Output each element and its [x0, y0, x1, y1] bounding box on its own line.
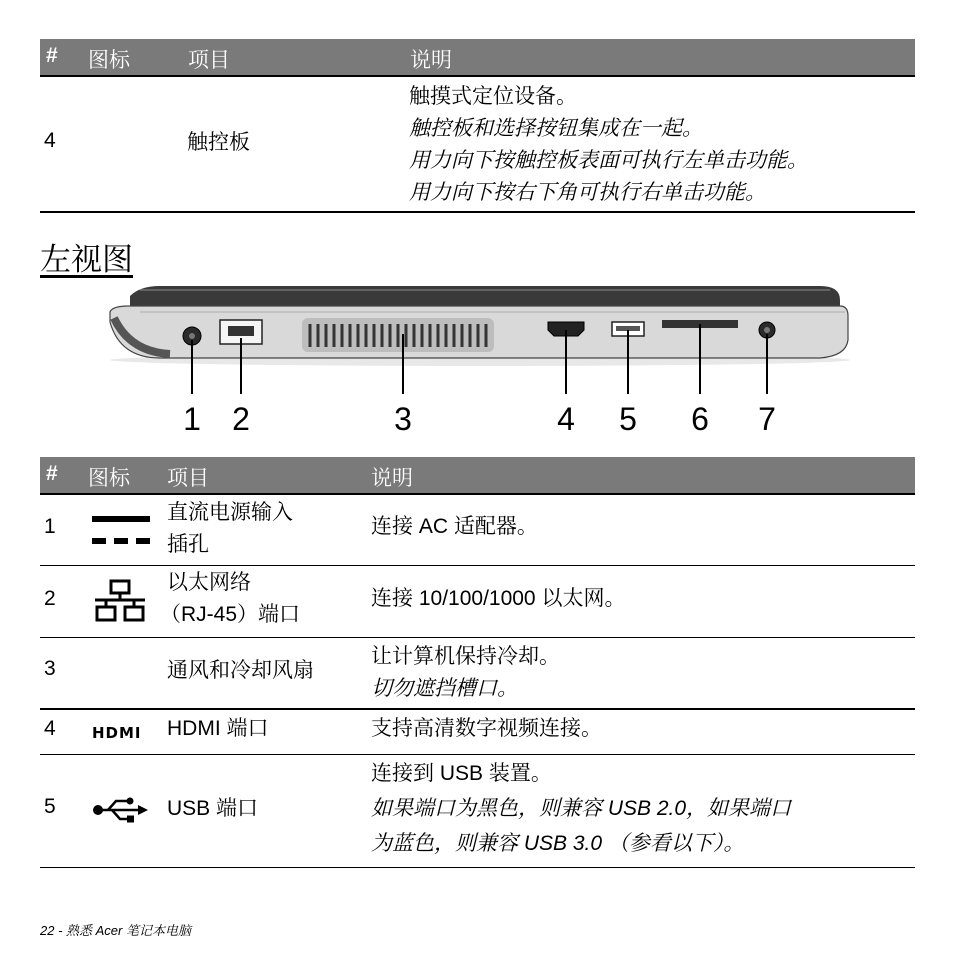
page-footer: 22 - 熟悉 Acer 笔记本电脑: [40, 923, 191, 938]
table2-header: [40, 457, 915, 495]
callout-2: 2: [232, 401, 250, 437]
table2-bottom-rule: [40, 867, 915, 868]
table2-row2-num: 2: [44, 587, 56, 610]
table2-row2-item-line-2: （RJ-45）端口: [160, 603, 301, 626]
table2-row3-item: 通风和冷却风扇: [167, 659, 314, 682]
callout-3: 3: [394, 401, 412, 437]
callout-7: 7: [758, 401, 776, 437]
table2-row1-desc: 连接 AC 适配器。: [371, 515, 538, 538]
table1-bottom-rule: [40, 211, 915, 213]
table2-row2-rule: [40, 637, 915, 638]
table2-row4-rule: [40, 754, 915, 755]
table2-header-item: 项目: [167, 467, 209, 490]
table2-row5-desc-line-3: 为蓝色，则兼容 USB 3.0 （参看以下）。: [371, 832, 745, 855]
laptop-left-side-diagram: [100, 282, 860, 442]
callout-5: 5: [619, 401, 637, 437]
usb-icon: [92, 796, 150, 824]
table2-row1-rule: [40, 565, 915, 566]
table2-row3-desc-line-2: 切勿遮挡槽口。: [371, 677, 518, 700]
hdmi-icon: HDMI: [92, 724, 142, 742]
callout-1: 1: [183, 401, 201, 437]
table2-header-icon: 图标: [88, 467, 130, 490]
table2-row5-desc-line-1: 连接到 USB 装置。: [371, 762, 552, 785]
table2-row2-desc: 连接 10/100/1000 以太网。: [371, 587, 626, 610]
table2-row2-item-line-1: 以太网络: [167, 571, 251, 594]
section-title: 左视图: [40, 242, 133, 277]
table2-row5-desc-line-2: 如果端口为黑色，则兼容 USB 2.0，如果端口: [371, 797, 792, 820]
table2-row5-num: 5: [44, 795, 56, 818]
laptop-lid: [130, 286, 840, 306]
table2-row3-rule: [40, 708, 915, 710]
table2-row1-item-line-2: 插孔: [167, 533, 209, 556]
table2-row4-desc: 支持高清数字视频连接。: [371, 717, 602, 740]
table1-header-desc: 说明: [410, 49, 452, 72]
table2-row1-num: 1: [44, 515, 56, 538]
table1-header-item: 项目: [188, 49, 230, 72]
callout-4: 4: [557, 401, 575, 437]
callout-6: 6: [691, 401, 709, 437]
table2-row3-num: 3: [44, 657, 56, 680]
table2-row4-item: HDMI 端口: [167, 717, 269, 740]
table1-desc-line-2: 触控板和选择按钮集成在一起。: [409, 117, 703, 140]
table2-row4-num: 4: [44, 717, 56, 740]
dc-power-icon: [92, 514, 150, 548]
table2-header-num: #: [46, 462, 58, 485]
table1-desc-line-3: 用力向下按触控板表面可执行左单击功能。: [409, 149, 808, 172]
table1-header: [40, 39, 915, 77]
table1-row-num: 4: [44, 129, 56, 152]
table1-row-item: 触控板: [187, 131, 250, 154]
table1-desc-line-4: 用力向下按右下角可执行右单击功能。: [409, 181, 766, 204]
table2-row1-item-line-1: 直流电源输入: [167, 501, 293, 524]
table2-row3-desc-line-1: 让计算机保持冷却。: [371, 645, 560, 668]
table2-row5-item: USB 端口: [167, 797, 259, 820]
ethernet-icon: [93, 579, 147, 623]
table1-desc-line-1: 触摸式定位设备。: [409, 85, 577, 108]
table1-header-icon: 图标: [88, 49, 130, 72]
table2-header-desc: 说明: [371, 467, 413, 490]
table1-header-num: #: [46, 44, 58, 67]
